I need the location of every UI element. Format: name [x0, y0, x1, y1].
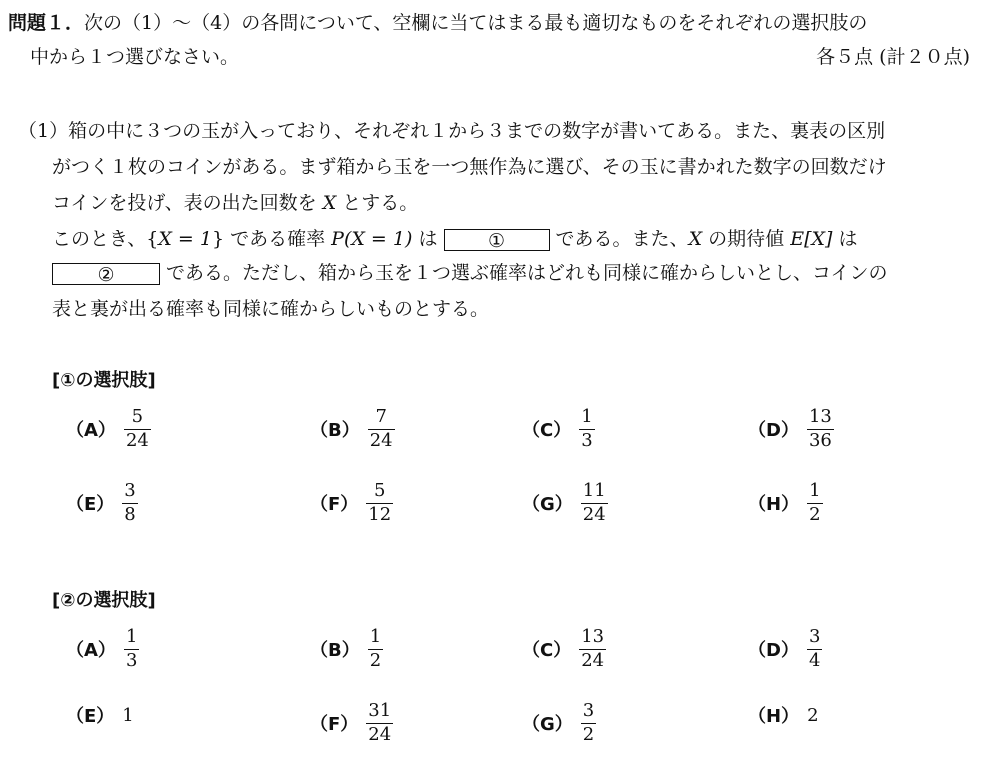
fraction-numerator: 3 [124, 480, 136, 501]
option-fraction [579, 628, 606, 671]
fraction-numerator: 11 [582, 480, 606, 501]
question-1-line4: このとき、{X = 1} である確率 P(X = 1) は ① である。また、X の期待値 E[X] は [52, 228, 858, 252]
choices-1-title: [①の選択肢] [52, 370, 156, 391]
choices-1-option-h[interactable] [748, 482, 823, 525]
choices-2-option-d[interactable] [748, 628, 822, 671]
fraction-denominator: 2 [369, 649, 382, 671]
choices-1-option-a[interactable] [66, 408, 151, 451]
question-1-line3: コインを投げ、表の出た回数を X とする。 [52, 192, 419, 214]
fraction-denominator: 4 [808, 649, 821, 671]
option-label: （E） [66, 706, 115, 727]
fraction-numerator: 31 [368, 700, 392, 721]
choices-1-option-c[interactable] [522, 408, 595, 451]
fraction-numerator: 5 [131, 406, 144, 427]
question-1-line5: ② である。ただし、箱から玉を１つ選ぶ確率はどれも同様に確からしいとし、コインの [52, 258, 887, 285]
option-label: （D） [748, 640, 799, 662]
fraction-numerator: 13 [581, 626, 605, 647]
fraction-denominator: 3 [581, 429, 593, 451]
fraction-numerator: 3 [582, 700, 595, 721]
option-fraction [366, 482, 393, 525]
fraction-denominator: 2 [809, 503, 821, 525]
points-note: 各５点 (計２０点) [816, 46, 970, 68]
problem-heading [8, 8, 867, 35]
fraction-numerator: 1 [581, 406, 593, 427]
choices-2-option-b[interactable] [310, 628, 383, 671]
option-fraction [124, 408, 151, 451]
option-value: 1 [122, 704, 134, 726]
option-fraction [368, 628, 383, 671]
choices-1-option-b[interactable] [310, 408, 395, 451]
option-label: （G） [522, 494, 573, 516]
fraction-denominator: 3 [125, 649, 138, 671]
fraction-denominator: 36 [808, 429, 832, 451]
answer-blank-1[interactable]: ① [444, 229, 550, 251]
option-fraction [122, 482, 137, 525]
question-number: （1） [18, 120, 69, 142]
choices-2-title: [②の選択肢] [52, 590, 156, 611]
question-1-line1: （1）箱の中に３つの玉が入っており、それぞれ１から３までの数字が書いてある。また、裏表の区別 [18, 120, 886, 142]
fraction-numerator: 13 [808, 406, 832, 427]
answer-blank-2[interactable]: ② [52, 263, 160, 285]
fraction-denominator: 24 [582, 503, 606, 525]
fraction-denominator: 24 [368, 723, 392, 745]
fraction-denominator: 24 [581, 649, 605, 671]
fraction-numerator: 3 [808, 626, 821, 647]
option-label: （B） [310, 640, 360, 662]
choices-2-option-g[interactable] [522, 702, 596, 745]
choices-2-option-f[interactable] [310, 702, 393, 745]
option-fraction [581, 482, 608, 525]
choices-1-option-f[interactable] [310, 482, 393, 525]
option-label: （C） [522, 640, 572, 662]
option-label: （A） [66, 420, 116, 442]
fraction-numerator: 5 [374, 480, 386, 501]
option-label: （B） [310, 420, 360, 442]
option-fraction [579, 408, 594, 451]
option-fraction [368, 408, 395, 451]
problem-instruction-line2: 中から１つ選びなさい。 [30, 46, 240, 68]
option-fraction [807, 408, 834, 451]
fraction-numerator: 1 [125, 626, 138, 647]
fraction-numerator: 7 [375, 406, 387, 427]
fraction-denominator: 24 [369, 429, 393, 451]
option-label: （A） [66, 640, 116, 662]
option-fraction [581, 702, 596, 745]
choices-2-option-h[interactable] [748, 702, 819, 728]
option-label: （C） [522, 420, 572, 442]
option-fraction [807, 482, 822, 525]
fraction-numerator: 1 [369, 626, 382, 647]
choices-2-option-e[interactable] [66, 702, 134, 728]
option-value: 2 [807, 704, 819, 726]
fraction-denominator: 8 [124, 503, 136, 525]
option-label: （E） [66, 494, 115, 516]
question-1-line2: がつく１枚のコインがある。まず箱から玉を一つ無作為に選び、その玉に書かれた数字の回数だけ [52, 156, 887, 178]
option-label: （G） [522, 714, 573, 736]
choices-2-option-a[interactable] [66, 628, 139, 671]
option-fraction [807, 628, 822, 671]
option-label: （H） [748, 494, 800, 516]
option-label: （H） [748, 706, 800, 727]
question-1-line6: 表と裏が出る確率も同様に確からしいものとする。 [52, 298, 490, 320]
choices-1-option-d[interactable] [748, 408, 834, 451]
choices-1-option-g[interactable] [522, 482, 608, 525]
option-label: （F） [310, 714, 359, 736]
option-label: （F） [310, 494, 359, 516]
option-fraction [366, 702, 393, 745]
choices-1-option-e[interactable] [66, 482, 138, 525]
fraction-denominator: 24 [125, 429, 149, 451]
problem-instruction-line1: 次の（1）～（4）の各問について、空欄に当てはまる最も適切なものをそれぞれの選択肢の [84, 12, 868, 34]
fraction-numerator: 1 [809, 480, 821, 501]
choices-2-option-c[interactable] [522, 628, 606, 671]
fraction-denominator: 12 [368, 503, 392, 525]
option-label: （D） [748, 420, 799, 442]
problem-label: 問題１． [8, 12, 85, 34]
option-fraction [124, 628, 139, 671]
fraction-denominator: 2 [582, 723, 595, 745]
